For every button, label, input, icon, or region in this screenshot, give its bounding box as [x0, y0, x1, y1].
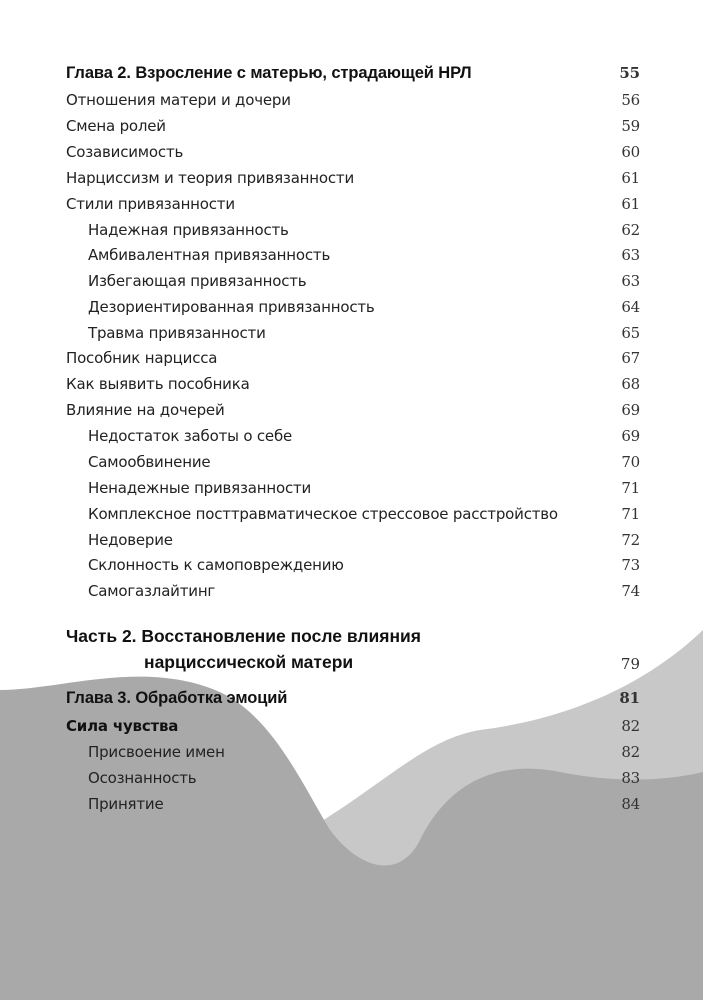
toc-entry[interactable]: [66, 117, 640, 135]
toc-part-title-line2: нарциссической матери: [144, 652, 354, 672]
toc-entry-title: Стили привязанности: [66, 195, 235, 213]
toc-entry[interactable]: [66, 91, 640, 109]
toc-subentry[interactable]: [88, 505, 640, 523]
toc-entry-title: Недоверие: [88, 531, 173, 549]
toc-page-number: 71: [621, 505, 640, 523]
toc-entry-title: Созависимость: [66, 143, 184, 161]
toc-page-number: 83: [621, 769, 640, 787]
toc-page-number: 82: [621, 743, 640, 761]
toc-entry[interactable]: [66, 375, 640, 393]
toc-page-number: 73: [621, 556, 640, 574]
toc-entry-title: Дезориентированная привязанность: [88, 298, 375, 316]
toc-entry[interactable]: [66, 401, 640, 419]
toc-part-2[interactable]: [66, 626, 640, 676]
toc-page-number: 81: [619, 689, 640, 707]
toc-entry-title: Травма привязанности: [88, 324, 266, 342]
toc-entry-title: Самогазлайтинг: [88, 582, 216, 600]
toc-subentry[interactable]: [88, 453, 640, 471]
toc-entry-title: Недостаток заботы о себе: [88, 427, 293, 445]
toc-subentry[interactable]: [88, 769, 640, 787]
toc-entry-title: Как выявить пособника: [66, 375, 250, 393]
toc-subentry[interactable]: [88, 298, 640, 316]
toc-page-number: 63: [621, 246, 640, 264]
toc-page-number: 71: [621, 479, 640, 497]
toc-page-number: 84: [621, 795, 640, 813]
toc-page-number: 69: [621, 427, 640, 445]
toc-chapter-3[interactable]: [66, 689, 640, 708]
toc-page-number: 60: [621, 143, 640, 161]
toc-entry[interactable]: [66, 349, 640, 367]
toc-page-number: 59: [621, 117, 640, 135]
toc-entry-title: Нарциссизм и теория привязанности: [66, 169, 355, 187]
toc-subentry[interactable]: [88, 324, 640, 342]
toc-subentry[interactable]: [88, 531, 640, 549]
toc-page-number: 68: [621, 375, 640, 393]
toc-page-number: 70: [621, 453, 640, 471]
toc-entry-title: Самообвинение: [88, 453, 211, 471]
toc-entry-title: Осознанность: [88, 769, 197, 787]
toc-entry-title: Сила чувства: [66, 717, 179, 735]
toc-entry-title: Склонность к самоповреждению: [88, 556, 344, 574]
toc-entry-title: Отношения матери и дочери: [66, 91, 291, 109]
toc-entry[interactable]: [66, 143, 640, 161]
toc-chapter-title: Глава 3. Обработка эмоций: [66, 689, 288, 707]
toc-page-number: 72: [621, 531, 640, 549]
toc-entry[interactable]: [66, 195, 640, 213]
toc-entry-title: Присвоение имен: [88, 743, 225, 761]
toc-subentry[interactable]: [88, 795, 640, 813]
toc-page-number: 69: [621, 401, 640, 419]
toc-page-number: 63: [621, 272, 640, 290]
toc-page-number: 61: [621, 195, 640, 213]
toc-page-number: 56: [621, 91, 640, 109]
toc-entry-title: Амбивалентная привязанность: [88, 246, 331, 264]
toc-subentry[interactable]: [88, 743, 640, 761]
toc-subentry[interactable]: [88, 246, 640, 264]
toc-page-number: 65: [621, 324, 640, 342]
toc-entry-title: Ненадежные привязанности: [88, 479, 312, 497]
toc-page-number: 67: [621, 349, 640, 367]
toc-entry[interactable]: [66, 169, 640, 187]
toc-subentry[interactable]: [88, 582, 640, 600]
toc-entry[interactable]: [66, 717, 640, 735]
toc-entry-title: Комплексное посттравматическое стрессовое расстройство: [88, 505, 558, 523]
toc-entry-title: Пособник нарцисса: [66, 349, 218, 367]
toc-entry-title: Надежная привязанность: [88, 221, 289, 239]
toc-subentry[interactable]: [88, 479, 640, 497]
toc-entry-title: Избегающая привязанность: [88, 272, 307, 290]
toc-subentry[interactable]: [88, 221, 640, 239]
toc-entry-title: Смена ролей: [66, 117, 166, 135]
toc-part-title-line1: Часть 2. Восстановление после влияния: [66, 626, 421, 646]
toc-page-number: 82: [621, 717, 640, 735]
toc-chapter-title: Глава 2. Взросление с матерью, страдающей НРЛ: [66, 64, 472, 82]
toc-subentry[interactable]: [88, 556, 640, 574]
toc-entry-title: Влияние на дочерей: [66, 401, 225, 419]
toc-page-number: 74: [621, 582, 640, 600]
toc-page-number: 79: [620, 655, 640, 673]
toc-page-number: 55: [619, 64, 640, 82]
toc-entry-title: Принятие: [88, 795, 164, 813]
toc-page-number: 62: [621, 221, 640, 239]
toc-page-number: 61: [621, 169, 640, 187]
toc-subentry[interactable]: [88, 272, 640, 290]
toc-subentry[interactable]: [88, 427, 640, 445]
toc-page-number: 64: [621, 298, 640, 316]
toc-chapter-2[interactable]: [66, 64, 640, 83]
